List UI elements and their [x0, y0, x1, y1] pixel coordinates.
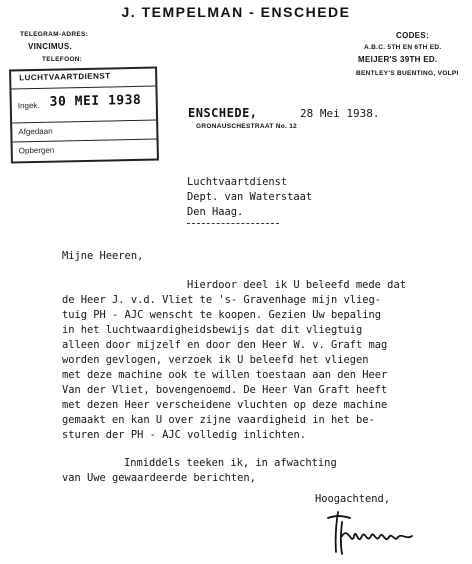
- body-line: met deze machine ook te willen toestaan aan den Heer: [62, 369, 388, 381]
- body-line: in het luchtwaardigheidsbewijs dat dit vliegtuig: [62, 324, 363, 336]
- body-line: Hierdoor deel ik U beleefd mede dat: [187, 279, 406, 291]
- recipient-line-2: Dept. van Waterstaat: [187, 191, 313, 203]
- stamp-opbergen-row: [13, 139, 157, 161]
- stamp-received-date: 30 MEI 1938: [49, 92, 142, 110]
- body-line: van Uwe gewaardeerde berichten,: [62, 472, 256, 484]
- recipient-line-1: Luchtvaartdienst: [187, 176, 288, 188]
- body-line: gemaakt en kan U over zijne vaardigheid in het be-: [62, 414, 375, 426]
- body-line: worden gevlogen, verzoek ik U beleefd het vliegen: [62, 354, 369, 366]
- letter-date: 28 Mei 1938.: [300, 107, 380, 120]
- codes-line-3: BENTLEY'S BUENTING, VOLPI: [356, 70, 459, 77]
- stamp-ingek-label: Ingek.: [17, 100, 40, 111]
- stamp-opbergen-label: Opbergen: [18, 145, 55, 156]
- stamp-afgedaan-label: Afgedaan: [18, 126, 53, 137]
- body-line: met dezen Heer verscheidene vluchten op deze machine: [62, 399, 388, 411]
- body-line: de Heer J. v.d. Vliet te 's- Gravenhage mijn vlieg-: [62, 294, 382, 306]
- telegram-label: TELEGRAM-ADRES:: [20, 31, 89, 38]
- codes-label: CODES:: [396, 31, 429, 40]
- closing: Hoogachtend,: [315, 493, 391, 505]
- body-line: Inmiddels teeken ik, in afwachting: [124, 457, 337, 469]
- telegram-value: VINCIMUS.: [28, 42, 73, 51]
- codes-line-1: A.B.C. 5TH EN 6TH ED.: [364, 44, 442, 51]
- recipient-line-3: Den Haag.: [187, 206, 244, 218]
- telefoon-label: TELEFOON:: [42, 56, 83, 63]
- letter-city: ENSCHEDE,: [188, 106, 258, 120]
- salutation: Mijne Heeren,: [62, 250, 144, 262]
- stamp-ingek-row: [11, 86, 156, 123]
- body-line: Van der Vliet, bovengenoemd. De Heer Van Graft heeft: [62, 384, 388, 396]
- body-line: alleen door mijzelf en door den Heer W. v. Graft mag: [62, 339, 388, 351]
- received-stamp: [9, 66, 159, 163]
- recipient-underline: [187, 223, 279, 224]
- letterhead-address: GRONAUSCHESTRAAT No. 12: [196, 123, 298, 130]
- handwritten-signature: [318, 506, 428, 558]
- company-name: J. TEMPELMAN - ENSCHEDE: [121, 4, 351, 20]
- stamp-title: LUCHTVAARTDIENST: [19, 71, 111, 83]
- body-line: sturen der PH - AJC volledig inlichten.: [62, 429, 306, 441]
- body-line: tuig PH - AJC wenscht te koopen. Gezien Uw bepaling: [62, 309, 382, 321]
- codes-line-2: MEIJER'S 39TH ED.: [358, 55, 438, 64]
